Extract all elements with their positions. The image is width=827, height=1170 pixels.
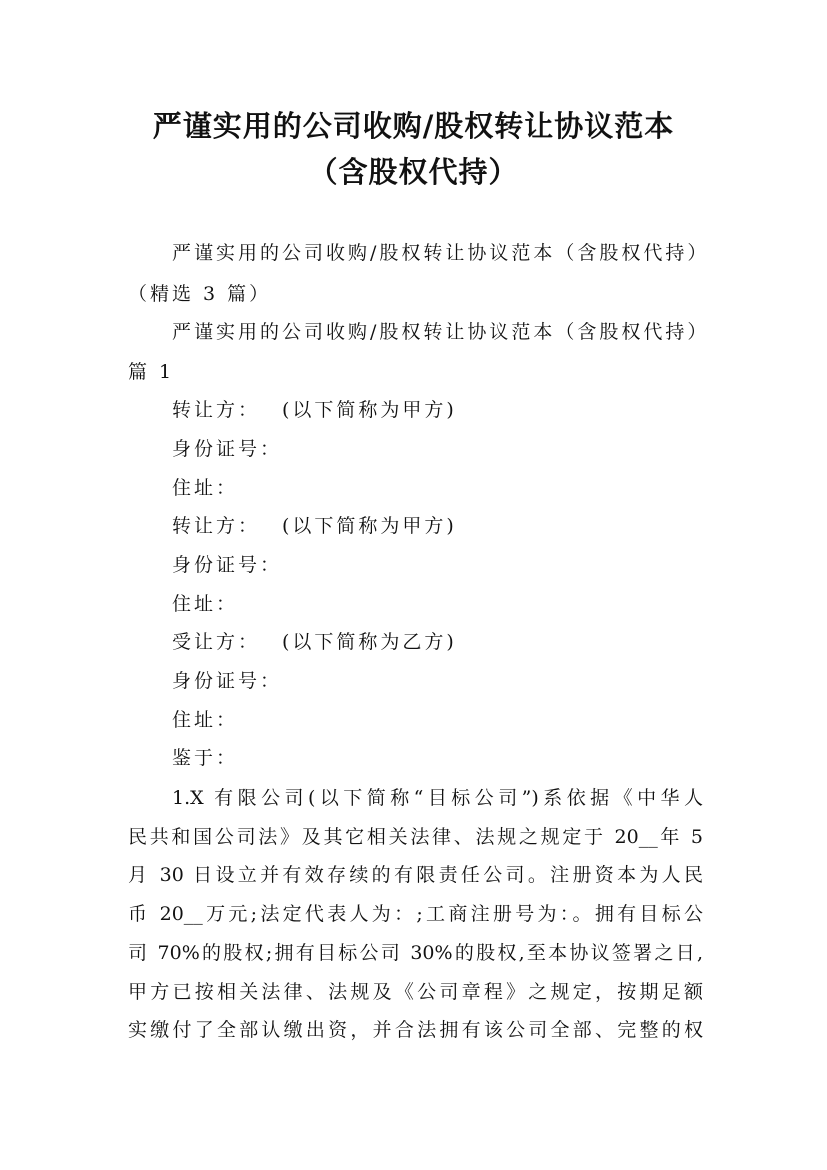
section-heading-line-1: 严谨实用的公司收购/股权转让协议范本（含股权代持）: [172, 321, 710, 343]
party-1-note: (以下简称为甲方): [282, 399, 457, 421]
clause-1-line-7: 实缴付了全部认缴出资，并合法拥有该公司全部、完整的权: [128, 1019, 703, 1041]
party-3-label: 受让方：: [172, 631, 261, 653]
section-heading-line-2: 篇 1: [128, 361, 175, 383]
party-3-note: (以下简称为乙方): [282, 631, 457, 653]
clause-1-line-5: 司 70%的股权;拥有目标公司 30%的股权,至本协议签署之日,: [128, 942, 703, 964]
party-2-label: 转让方：: [172, 515, 261, 537]
document-title-line-2: （含股权代持）: [308, 155, 519, 189]
party-1-address-label: 住址：: [172, 477, 239, 499]
intro-line-2: （精选 3 篇）: [128, 283, 272, 305]
party-2-id-label: 身份证号：: [172, 554, 283, 576]
whereas-label: 鉴于：: [172, 747, 239, 769]
intro-line-1: 严谨实用的公司收购/股权转让协议范本（含股权代持）: [172, 242, 710, 264]
clause-1-line-4: 币 20__万元;法定代表人为：;工商注册号为：。拥有目标公: [128, 903, 703, 925]
clause-1-line-3: 月 30 日设立并有效存续的有限责任公司。注册资本为人民: [128, 864, 703, 886]
clause-1-line-1: 1.X 有限公司(以下简称“目标公司”)系依据《中华人: [172, 787, 703, 809]
party-3-address-label: 住址：: [172, 709, 239, 731]
clause-1-line-2: 民共和国公司法》及其它相关法律、法规之规定于 20__年 5: [128, 826, 703, 848]
party-2-address-label: 住址：: [172, 593, 239, 615]
party-1-label: 转让方：: [172, 399, 261, 421]
clause-1-line-6: 甲方已按相关法律、法规及《公司章程》之规定，按期足额: [128, 981, 703, 1003]
party-3-id-label: 身份证号：: [172, 670, 283, 692]
party-2-note: (以下简称为甲方): [282, 515, 457, 537]
party-1-id-label: 身份证号：: [172, 438, 283, 460]
document-title-line-1: 严谨实用的公司收购/股权转让协议范本: [152, 109, 675, 143]
